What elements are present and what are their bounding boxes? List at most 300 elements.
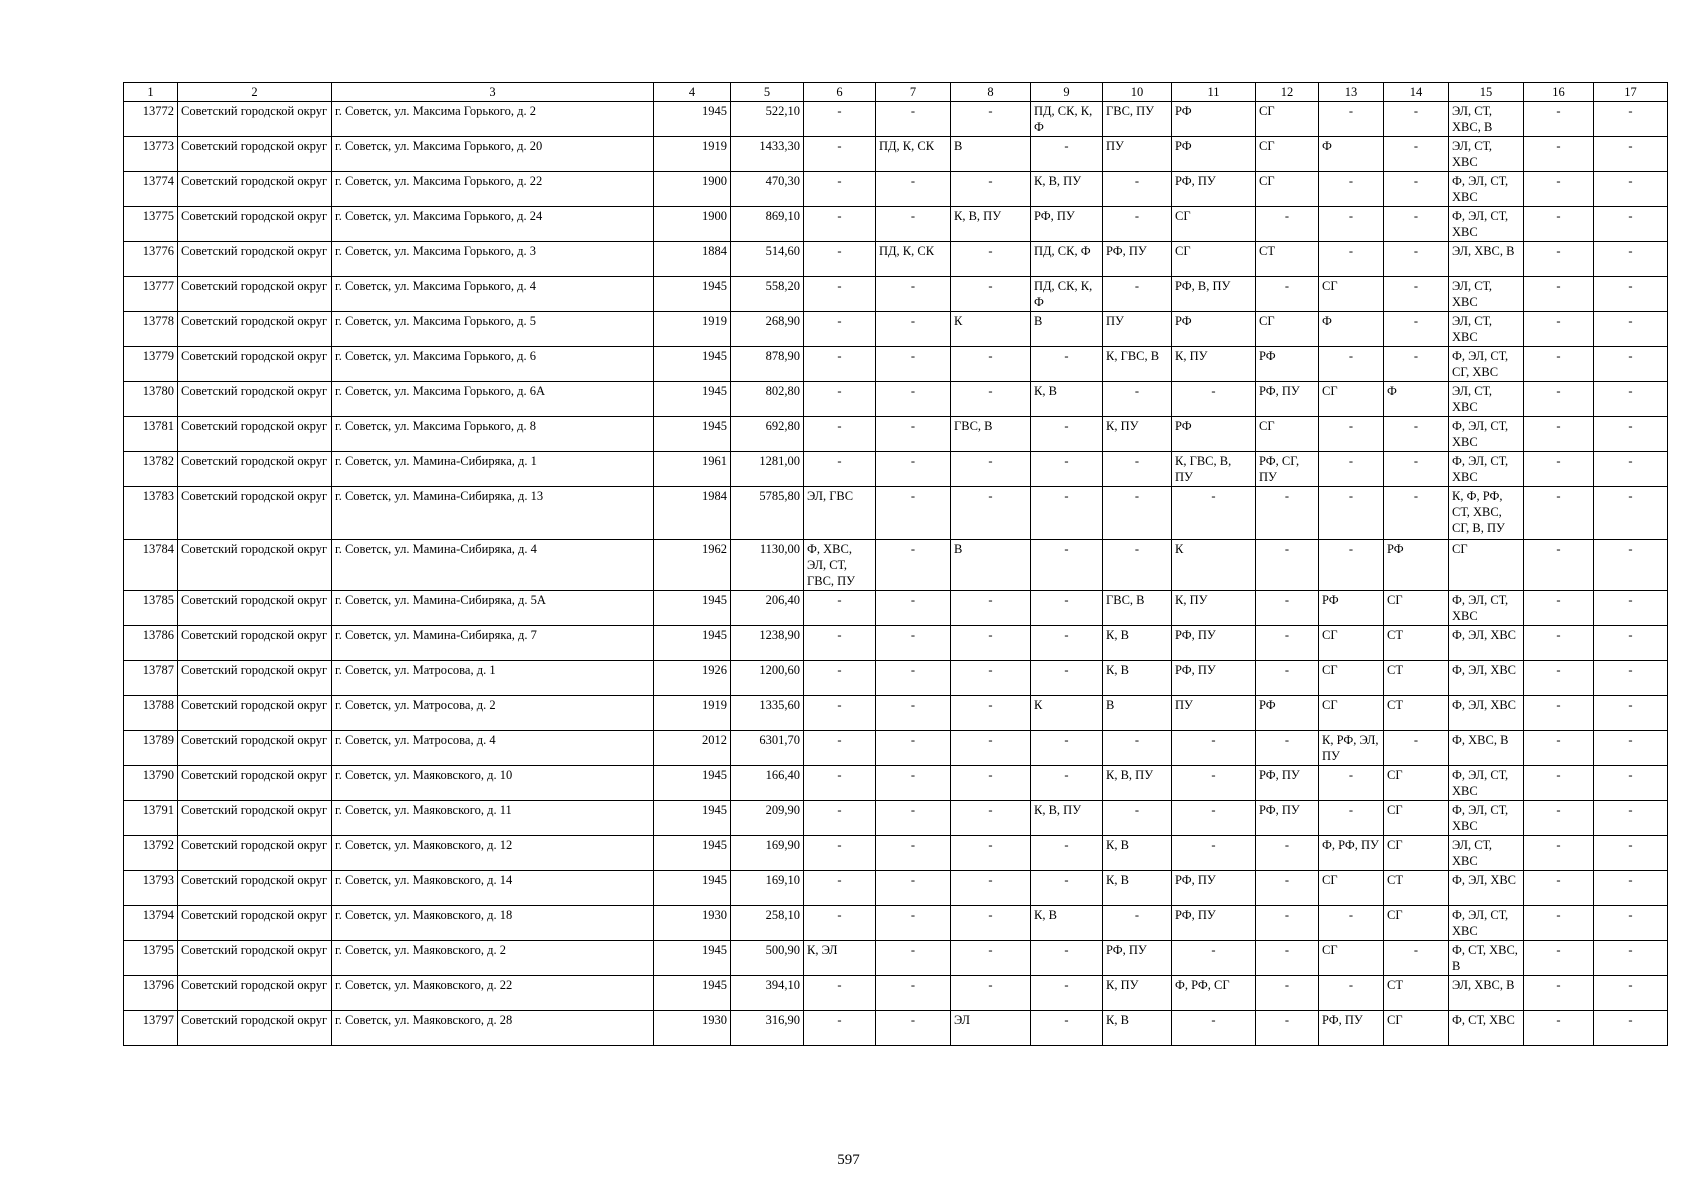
cell-col-16: - (1524, 137, 1594, 172)
cell-col-15: Ф, ХВС, В (1449, 731, 1524, 766)
cell-col-15: ЭЛ, СТ, ХВС (1449, 137, 1524, 172)
cell-col-7: - (876, 871, 951, 906)
cell-col-14: - (1384, 941, 1449, 976)
cell-col-13: - (1319, 172, 1384, 207)
cell-col-4: 1984 (654, 487, 731, 540)
cell-col-3: г. Советск, ул. Максима Горького, д. 6 (332, 347, 654, 382)
cell-col-7: - (876, 906, 951, 941)
cell-col-1: 13784 (124, 540, 178, 591)
cell-col-11: ПУ (1172, 696, 1256, 731)
table-row (124, 871, 1668, 906)
cell-col-6: - (804, 731, 876, 766)
cell-col-14: - (1384, 242, 1449, 277)
cell-col-2: Советский городской округ (178, 836, 332, 871)
cell-col-2: Советский городской округ (178, 102, 332, 137)
cell-col-15: Ф, ЭЛ, СТ, ХВС (1449, 172, 1524, 207)
cell-col-17: - (1594, 172, 1668, 207)
cell-col-2: Советский городской округ (178, 277, 332, 312)
cell-col-8: - (951, 661, 1031, 696)
cell-col-16: - (1524, 591, 1594, 626)
cell-col-12: РФ, СГ, ПУ (1256, 452, 1319, 487)
table-row (124, 207, 1668, 242)
cell-col-8: - (951, 626, 1031, 661)
cell-col-5: 1238,90 (731, 626, 804, 661)
cell-col-7: - (876, 766, 951, 801)
cell-col-2: Советский городской округ (178, 871, 332, 906)
cell-col-14: - (1384, 102, 1449, 137)
cell-col-2: Советский городской округ (178, 242, 332, 277)
cell-col-12: РФ, ПУ (1256, 766, 1319, 801)
cell-col-12: СГ (1256, 312, 1319, 347)
cell-col-17: - (1594, 941, 1668, 976)
cell-col-5: 6301,70 (731, 731, 804, 766)
cell-col-10: К, В (1103, 871, 1172, 906)
cell-col-8: - (951, 731, 1031, 766)
cell-col-10: К, ПУ (1103, 976, 1172, 1011)
table-row (124, 836, 1668, 871)
cell-col-10: - (1103, 172, 1172, 207)
cell-col-3: г. Советск, ул. Матросова, д. 2 (332, 696, 654, 731)
register-table (123, 82, 1668, 1046)
cell-col-12: - (1256, 277, 1319, 312)
cell-col-16: - (1524, 312, 1594, 347)
cell-col-1: 13792 (124, 836, 178, 871)
cell-col-4: 1926 (654, 661, 731, 696)
cell-col-12: - (1256, 591, 1319, 626)
cell-col-6: - (804, 801, 876, 836)
cell-col-8: - (951, 801, 1031, 836)
column-header-5: 5 (731, 83, 804, 102)
cell-col-1: 13776 (124, 242, 178, 277)
cell-col-8: ЭЛ (951, 1011, 1031, 1046)
cell-col-15: К, Ф, РФ, СТ, ХВС, СГ, В, ПУ (1449, 487, 1524, 540)
cell-col-1: 13793 (124, 871, 178, 906)
cell-col-9: - (1031, 452, 1103, 487)
cell-col-13: СГ (1319, 661, 1384, 696)
cell-col-15: Ф, ЭЛ, ХВС (1449, 696, 1524, 731)
cell-col-2: Советский городской округ (178, 172, 332, 207)
cell-col-16: - (1524, 242, 1594, 277)
cell-col-8: - (951, 277, 1031, 312)
table-row (124, 417, 1668, 452)
cell-col-16: - (1524, 347, 1594, 382)
cell-col-1: 13785 (124, 591, 178, 626)
cell-col-5: 1433,30 (731, 137, 804, 172)
cell-col-3: г. Советск, ул. Максима Горького, д. 5 (332, 312, 654, 347)
cell-col-7: - (876, 836, 951, 871)
cell-col-11: РФ (1172, 417, 1256, 452)
cell-col-17: - (1594, 871, 1668, 906)
cell-col-9: - (1031, 871, 1103, 906)
cell-col-12: - (1256, 871, 1319, 906)
cell-col-13: - (1319, 207, 1384, 242)
table-row (124, 941, 1668, 976)
cell-col-11: - (1172, 836, 1256, 871)
cell-col-11: РФ, ПУ (1172, 661, 1256, 696)
cell-col-11: - (1172, 801, 1256, 836)
cell-col-3: г. Советск, ул. Маяковского, д. 11 (332, 801, 654, 836)
cell-col-6: - (804, 1011, 876, 1046)
cell-col-17: - (1594, 766, 1668, 801)
cell-col-6: - (804, 347, 876, 382)
cell-col-5: 258,10 (731, 906, 804, 941)
cell-col-13: СГ (1319, 941, 1384, 976)
cell-col-1: 13791 (124, 801, 178, 836)
cell-col-10: - (1103, 207, 1172, 242)
cell-col-13: - (1319, 976, 1384, 1011)
table-row (124, 382, 1668, 417)
cell-col-8: - (951, 906, 1031, 941)
cell-col-8: - (951, 487, 1031, 540)
cell-col-11: РФ, ПУ (1172, 172, 1256, 207)
cell-col-6: - (804, 137, 876, 172)
cell-col-6: - (804, 696, 876, 731)
cell-col-12: - (1256, 836, 1319, 871)
cell-col-14: СГ (1384, 591, 1449, 626)
cell-col-9: - (1031, 137, 1103, 172)
cell-col-16: - (1524, 487, 1594, 540)
cell-col-9: - (1031, 487, 1103, 540)
cell-col-16: - (1524, 102, 1594, 137)
cell-col-15: ЭЛ, СТ, ХВС (1449, 312, 1524, 347)
cell-col-12: - (1256, 941, 1319, 976)
cell-col-6: К, ЭЛ (804, 941, 876, 976)
cell-col-5: 169,10 (731, 871, 804, 906)
cell-col-12: - (1256, 1011, 1319, 1046)
cell-col-10: - (1103, 540, 1172, 591)
cell-col-13: СГ (1319, 626, 1384, 661)
cell-col-7: - (876, 102, 951, 137)
cell-col-4: 1919 (654, 137, 731, 172)
cell-col-15: ЭЛ, ХВС, В (1449, 976, 1524, 1011)
cell-col-12: РФ (1256, 696, 1319, 731)
table-row (124, 906, 1668, 941)
cell-col-5: 514,60 (731, 242, 804, 277)
cell-col-3: г. Советск, ул. Максима Горького, д. 24 (332, 207, 654, 242)
cell-col-1: 13795 (124, 941, 178, 976)
cell-col-4: 1945 (654, 382, 731, 417)
cell-col-6: - (804, 836, 876, 871)
cell-col-9: К, В, ПУ (1031, 801, 1103, 836)
cell-col-17: - (1594, 801, 1668, 836)
cell-col-13: СГ (1319, 382, 1384, 417)
cell-col-2: Советский городской округ (178, 347, 332, 382)
table-row (124, 801, 1668, 836)
cell-col-16: - (1524, 382, 1594, 417)
cell-col-1: 13780 (124, 382, 178, 417)
cell-col-9: - (1031, 976, 1103, 1011)
cell-col-4: 1962 (654, 540, 731, 591)
cell-col-7: - (876, 1011, 951, 1046)
cell-col-4: 1945 (654, 871, 731, 906)
cell-col-7: - (876, 801, 951, 836)
cell-col-17: - (1594, 836, 1668, 871)
cell-col-16: - (1524, 1011, 1594, 1046)
cell-col-5: 470,30 (731, 172, 804, 207)
cell-col-4: 1945 (654, 976, 731, 1011)
column-header-6: 6 (804, 83, 876, 102)
cell-col-2: Советский городской округ (178, 941, 332, 976)
cell-col-17: - (1594, 1011, 1668, 1046)
cell-col-3: г. Советск, ул. Маяковского, д. 18 (332, 906, 654, 941)
column-header-4: 4 (654, 83, 731, 102)
cell-col-7: - (876, 941, 951, 976)
column-header-10: 10 (1103, 83, 1172, 102)
cell-col-10: РФ, ПУ (1103, 941, 1172, 976)
cell-col-17: - (1594, 137, 1668, 172)
cell-col-14: СГ (1384, 1011, 1449, 1046)
cell-col-6: - (804, 976, 876, 1011)
cell-col-4: 1945 (654, 591, 731, 626)
cell-col-8: К (951, 312, 1031, 347)
cell-col-15: Ф, ЭЛ, ХВС (1449, 661, 1524, 696)
cell-col-12: - (1256, 976, 1319, 1011)
cell-col-6: - (804, 382, 876, 417)
cell-col-14: СГ (1384, 906, 1449, 941)
cell-col-4: 1945 (654, 277, 731, 312)
cell-col-6: Ф, ХВС, ЭЛ, СТ, ГВС, ПУ (804, 540, 876, 591)
cell-col-7: - (876, 591, 951, 626)
cell-col-5: 206,40 (731, 591, 804, 626)
cell-col-1: 13774 (124, 172, 178, 207)
cell-col-1: 13786 (124, 626, 178, 661)
cell-col-5: 1281,00 (731, 452, 804, 487)
table-row (124, 242, 1668, 277)
cell-col-11: - (1172, 382, 1256, 417)
table-row (124, 452, 1668, 487)
cell-col-14: - (1384, 277, 1449, 312)
cell-col-12: СГ (1256, 137, 1319, 172)
cell-col-17: - (1594, 591, 1668, 626)
cell-col-13: - (1319, 347, 1384, 382)
cell-col-16: - (1524, 207, 1594, 242)
cell-col-4: 1945 (654, 102, 731, 137)
column-header-14: 14 (1384, 83, 1449, 102)
cell-col-3: г. Советск, ул. Мамина-Сибиряка, д. 13 (332, 487, 654, 540)
cell-col-1: 13788 (124, 696, 178, 731)
cell-col-12: РФ, ПУ (1256, 382, 1319, 417)
table-body (124, 102, 1668, 1046)
cell-col-1: 13797 (124, 1011, 178, 1046)
cell-col-3: г. Советск, ул. Маяковского, д. 22 (332, 976, 654, 1011)
cell-col-10: - (1103, 731, 1172, 766)
cell-col-5: 558,20 (731, 277, 804, 312)
cell-col-15: ЭЛ, СТ, ХВС (1449, 277, 1524, 312)
cell-col-14: СГ (1384, 766, 1449, 801)
cell-col-5: 1335,60 (731, 696, 804, 731)
cell-col-7: - (876, 540, 951, 591)
cell-col-16: - (1524, 417, 1594, 452)
cell-col-6: - (804, 766, 876, 801)
cell-col-10: К, В, ПУ (1103, 766, 1172, 801)
cell-col-7: ПД, К, СК (876, 242, 951, 277)
table-row (124, 1011, 1668, 1046)
table-row (124, 277, 1668, 312)
cell-col-14: - (1384, 137, 1449, 172)
cell-col-11: - (1172, 731, 1256, 766)
table-row (124, 102, 1668, 137)
cell-col-7: - (876, 207, 951, 242)
cell-col-6: - (804, 417, 876, 452)
cell-col-9: К, В (1031, 906, 1103, 941)
cell-col-16: - (1524, 906, 1594, 941)
cell-col-9: - (1031, 591, 1103, 626)
cell-col-11: - (1172, 487, 1256, 540)
cell-col-16: - (1524, 172, 1594, 207)
cell-col-12: - (1256, 731, 1319, 766)
cell-col-9: РФ, ПУ (1031, 207, 1103, 242)
column-header-11: 11 (1172, 83, 1256, 102)
cell-col-10: - (1103, 277, 1172, 312)
cell-col-9: - (1031, 766, 1103, 801)
cell-col-11: - (1172, 766, 1256, 801)
cell-col-13: - (1319, 906, 1384, 941)
cell-col-2: Советский городской округ (178, 906, 332, 941)
cell-col-14: СТ (1384, 626, 1449, 661)
cell-col-9: ПД, СК, К, Ф (1031, 102, 1103, 137)
cell-col-14: СТ (1384, 871, 1449, 906)
cell-col-12: - (1256, 540, 1319, 591)
cell-col-13: К, РФ, ЭЛ, ПУ (1319, 731, 1384, 766)
cell-col-16: - (1524, 277, 1594, 312)
cell-col-4: 2012 (654, 731, 731, 766)
cell-col-5: 169,90 (731, 836, 804, 871)
cell-col-9: - (1031, 661, 1103, 696)
cell-col-14: - (1384, 487, 1449, 540)
cell-col-9: В (1031, 312, 1103, 347)
cell-col-13: - (1319, 417, 1384, 452)
cell-col-6: - (804, 102, 876, 137)
cell-col-4: 1884 (654, 242, 731, 277)
cell-col-2: Советский городской округ (178, 801, 332, 836)
header-row (124, 83, 1668, 102)
cell-col-7: - (876, 626, 951, 661)
cell-col-17: - (1594, 207, 1668, 242)
cell-col-5: 802,80 (731, 382, 804, 417)
cell-col-13: - (1319, 452, 1384, 487)
table-row (124, 540, 1668, 591)
cell-col-16: - (1524, 836, 1594, 871)
cell-col-13: СГ (1319, 277, 1384, 312)
cell-col-13: РФ (1319, 591, 1384, 626)
cell-col-17: - (1594, 906, 1668, 941)
cell-col-17: - (1594, 277, 1668, 312)
cell-col-4: 1945 (654, 626, 731, 661)
cell-col-6: - (804, 626, 876, 661)
cell-col-15: Ф, ЭЛ, СТ, ХВС (1449, 591, 1524, 626)
cell-col-7: - (876, 172, 951, 207)
cell-col-3: г. Советск, ул. Матросова, д. 4 (332, 731, 654, 766)
cell-col-8: - (951, 172, 1031, 207)
cell-col-9: К, В, ПУ (1031, 172, 1103, 207)
cell-col-5: 692,80 (731, 417, 804, 452)
cell-col-7: - (876, 661, 951, 696)
cell-col-2: Советский городской округ (178, 452, 332, 487)
cell-col-12: - (1256, 487, 1319, 540)
cell-col-6: - (804, 452, 876, 487)
cell-col-11: К, ГВС, В, ПУ (1172, 452, 1256, 487)
cell-col-10: ГВС, В (1103, 591, 1172, 626)
cell-col-5: 316,90 (731, 1011, 804, 1046)
cell-col-3: г. Советск, ул. Маяковского, д. 28 (332, 1011, 654, 1046)
cell-col-2: Советский городской округ (178, 207, 332, 242)
cell-col-14: - (1384, 417, 1449, 452)
cell-col-10: ПУ (1103, 312, 1172, 347)
cell-col-14: - (1384, 452, 1449, 487)
cell-col-13: Ф, РФ, ПУ (1319, 836, 1384, 871)
cell-col-11: РФ, В, ПУ (1172, 277, 1256, 312)
cell-col-5: 1130,00 (731, 540, 804, 591)
cell-col-1: 13783 (124, 487, 178, 540)
cell-col-15: Ф, ЭЛ, СТ, ХВС (1449, 452, 1524, 487)
cell-col-11: К, ПУ (1172, 591, 1256, 626)
cell-col-16: - (1524, 661, 1594, 696)
cell-col-17: - (1594, 731, 1668, 766)
cell-col-1: 13773 (124, 137, 178, 172)
cell-col-2: Советский городской округ (178, 417, 332, 452)
cell-col-14: - (1384, 172, 1449, 207)
cell-col-2: Советский городской округ (178, 661, 332, 696)
cell-col-12: - (1256, 207, 1319, 242)
cell-col-3: г. Советск, ул. Максима Горького, д. 4 (332, 277, 654, 312)
cell-col-10: К, В (1103, 661, 1172, 696)
cell-col-15: Ф, ЭЛ, ХВС (1449, 626, 1524, 661)
cell-col-6: - (804, 242, 876, 277)
cell-col-7: - (876, 731, 951, 766)
cell-col-16: - (1524, 801, 1594, 836)
cell-col-10: К, В (1103, 836, 1172, 871)
cell-col-16: - (1524, 766, 1594, 801)
cell-col-4: 1919 (654, 696, 731, 731)
cell-col-8: - (951, 347, 1031, 382)
cell-col-10: К, В (1103, 1011, 1172, 1046)
cell-col-9: К, В (1031, 382, 1103, 417)
cell-col-11: РФ, ПУ (1172, 871, 1256, 906)
cell-col-13: СГ (1319, 871, 1384, 906)
cell-col-11: РФ (1172, 137, 1256, 172)
cell-col-16: - (1524, 731, 1594, 766)
column-header-9: 9 (1031, 83, 1103, 102)
cell-col-15: ЭЛ, СТ, ХВС (1449, 382, 1524, 417)
cell-col-1: 13787 (124, 661, 178, 696)
cell-col-17: - (1594, 312, 1668, 347)
cell-col-3: г. Советск, ул. Максима Горького, д. 8 (332, 417, 654, 452)
cell-col-14: - (1384, 312, 1449, 347)
cell-col-15: Ф, ЭЛ, СТ, ХВС (1449, 906, 1524, 941)
cell-col-15: Ф, СТ, ХВС (1449, 1011, 1524, 1046)
cell-col-9: - (1031, 626, 1103, 661)
cell-col-6: - (804, 172, 876, 207)
cell-col-14: СГ (1384, 801, 1449, 836)
cell-col-3: г. Советск, ул. Максима Горького, д. 20 (332, 137, 654, 172)
cell-col-8: - (951, 766, 1031, 801)
cell-col-14: - (1384, 207, 1449, 242)
cell-col-14: РФ (1384, 540, 1449, 591)
cell-col-5: 166,40 (731, 766, 804, 801)
cell-col-10: К, В (1103, 626, 1172, 661)
cell-col-3: г. Советск, ул. Максима Горького, д. 3 (332, 242, 654, 277)
cell-col-13: Ф (1319, 137, 1384, 172)
cell-col-5: 1200,60 (731, 661, 804, 696)
cell-col-5: 5785,80 (731, 487, 804, 540)
cell-col-7: - (876, 417, 951, 452)
cell-col-8: - (951, 102, 1031, 137)
cell-col-15: ЭЛ, СТ, ХВС, В (1449, 102, 1524, 137)
cell-col-12: СТ (1256, 242, 1319, 277)
cell-col-14: СТ (1384, 696, 1449, 731)
cell-col-12: - (1256, 906, 1319, 941)
column-header-8: 8 (951, 83, 1031, 102)
